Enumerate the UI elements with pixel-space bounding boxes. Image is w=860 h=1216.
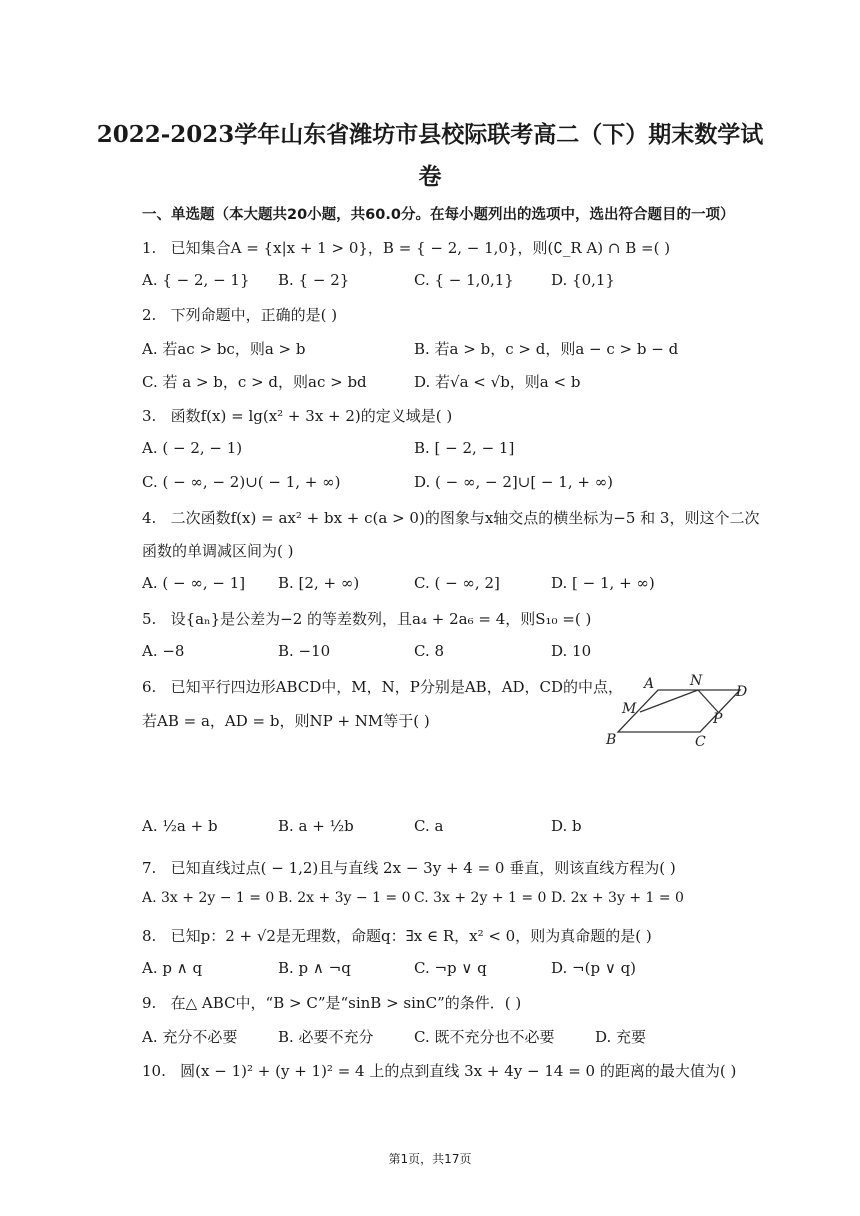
q5-option-c[interactable]: C. 8 <box>414 642 445 660</box>
q6-option-d[interactable]: D. b <box>551 817 582 835</box>
q7-option-d[interactable]: D. 2x + 3y + 1 = 0 <box>551 890 684 906</box>
q6-option-b[interactable]: B. a + ½b <box>278 817 354 835</box>
q1-option-c[interactable]: C. { − 1,0,1} <box>414 271 514 289</box>
question-8: 8. 已知p：2 + √2是无理数，命题q：∃x ∈ R，x² < 0，则为真命题的是( ) <box>142 927 652 945</box>
label-a: A <box>644 676 655 692</box>
question-5: 5. 设{aₙ}是公差为−2 的等差数列，且a₄ + 2a₆ = 4，则S₁₀ =( ) <box>142 610 592 628</box>
question-9: 9. 在△ ABC中，“B > C”是“sinB > sinC”的条件．( ) <box>142 994 522 1012</box>
q7-option-a[interactable]: A. 3x + 2y − 1 = 0 <box>142 890 275 906</box>
q2-option-d[interactable]: D. 若√a < √b，则a < b <box>414 373 581 391</box>
segment-nm <box>640 690 698 712</box>
page-title-continued: 卷 <box>418 163 442 190</box>
label-m: M <box>622 701 637 717</box>
q3-option-a[interactable]: A. ( − 2, − 1) <box>142 439 243 457</box>
q2-option-b[interactable]: B. 若a > b，c > d，则a − c > b − d <box>414 340 679 358</box>
question-4: 4. 二次函数f(x) = ax² + bx + c(a > 0)的图象与x轴交点的横坐标为−5 和 3，则这个二次 <box>142 509 760 527</box>
label-n: N <box>690 673 703 689</box>
q4-option-c[interactable]: C. ( − ∞, 2] <box>414 574 500 592</box>
question-2: 2. 下列命题中，正确的是( ) <box>142 306 338 324</box>
question-1: 1. 已知集合A = {x|x + 1 > 0}，B = { − 2, − 1,0}，则(∁_R A) ∩ B =( ) <box>142 239 671 257</box>
q2-option-a[interactable]: A. 若ac > bc，则a > b <box>142 340 306 358</box>
question-10: 10. 圆(x − 1)² + (y + 1)² = 4 上的点到直线 3x + 4y − 14 = 0 的距离的最大值为( ) <box>142 1062 737 1080</box>
q3-option-b[interactable]: B. [ − 2, − 1] <box>414 439 515 457</box>
label-c: C <box>695 734 706 750</box>
page-title: 2022-2023学年山东省潍坊市县校际联考高二（下）期末数学试 <box>96 121 764 148</box>
label-d: D <box>736 684 748 700</box>
question-3: 3. 函数f(x) = lg(x² + 3x + 2)的定义域是( ) <box>142 407 453 425</box>
q5-option-d[interactable]: D. 10 <box>551 642 592 660</box>
q9-option-c[interactable]: C. 既不充分也不必要 <box>414 1028 555 1046</box>
q8-option-a[interactable]: A. p ∧ q <box>142 959 203 977</box>
page-footer: 第1页，共17页 <box>388 1152 472 1166</box>
q4-option-d[interactable]: D. [ − 1, + ∞) <box>551 574 655 592</box>
section-heading: 一、单选题（本大题共20小题，共60.0分。在每小题列出的选项中，选出符合题目的一项） <box>142 207 735 223</box>
question-6: 6. 已知平行四边形ABCD中，M，N，P分别是AB，AD，CD的中点， <box>142 678 624 696</box>
q4-option-a[interactable]: A. ( − ∞, − 1] <box>142 574 246 592</box>
question-7: 7. 已知直线过点( − 1,2)且与直线 2x − 3y + 4 = 0 垂直，则该直线方程为( ) <box>142 859 676 877</box>
question-6-continued: 若AB = a，AD = b，则NP + NM等于( ) <box>142 712 430 730</box>
q8-option-d[interactable]: D. ¬(p ∨ q) <box>551 959 637 977</box>
q7-option-b[interactable]: B. 2x + 3y − 1 = 0 <box>278 890 411 906</box>
q3-option-d[interactable]: D. ( − ∞, − 2]∪[ − 1, + ∞) <box>414 473 614 491</box>
parallelogram-figure <box>600 672 760 752</box>
q6-option-a[interactable]: A. ½a + b <box>142 817 218 835</box>
q4-option-b[interactable]: B. [2, + ∞) <box>278 574 360 592</box>
q6-option-c[interactable]: C. a <box>414 817 444 835</box>
q2-option-c[interactable]: C. 若 a > b，c > d，则ac > bd <box>142 373 367 391</box>
q1-option-b[interactable]: B. { − 2} <box>278 271 350 289</box>
q5-option-a[interactable]: A. −8 <box>142 642 185 660</box>
q7-option-c[interactable]: C. 3x + 2y + 1 = 0 <box>414 890 547 906</box>
q1-option-d[interactable]: D. {0,1} <box>551 271 615 289</box>
q9-option-d[interactable]: D. 充要 <box>595 1028 647 1046</box>
label-b: B <box>606 732 617 748</box>
q1-option-a[interactable]: A. { − 2, − 1} <box>142 271 250 289</box>
label-p: P <box>713 711 723 727</box>
q3-option-c[interactable]: C. ( − ∞, − 2)∪( − 1, + ∞) <box>142 473 341 491</box>
q5-option-b[interactable]: B. −10 <box>278 642 331 660</box>
q8-option-b[interactable]: B. p ∧ ¬q <box>278 959 351 977</box>
question-4-continued: 函数的单调减区间为( ) <box>142 542 294 560</box>
q8-option-c[interactable]: C. ¬p ∨ q <box>414 959 487 977</box>
segment-np <box>698 690 718 712</box>
q9-option-a[interactable]: A. 充分不必要 <box>142 1028 238 1046</box>
q9-option-b[interactable]: B. 必要不充分 <box>278 1028 374 1046</box>
